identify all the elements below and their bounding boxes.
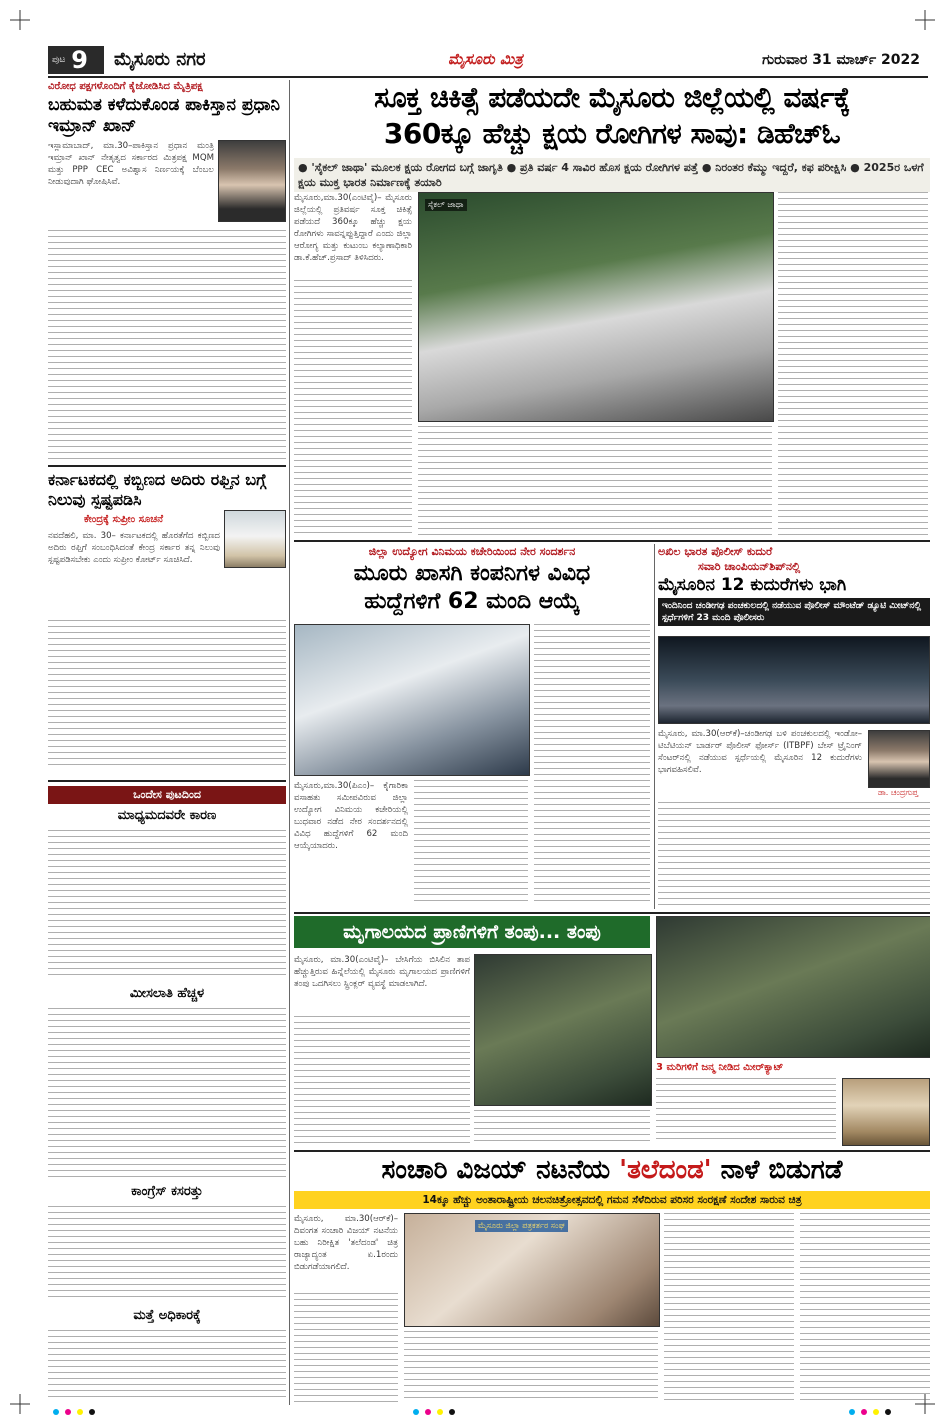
court-article [48, 470, 286, 780]
continued-column [48, 786, 286, 1401]
zoo-animals-photo [656, 916, 930, 1058]
zoo-story [294, 916, 930, 1148]
police-kicker-line2: ಸವಾರಿ ಚಾಂಪಿಯನ್‌ಶಿಪ್‌ನಲ್ಲಿ [698, 560, 801, 573]
jobs-headline-line1: ಮೂರು ಖಾಸಗಿ ಕಂಪನಿಗಳ ವಿವಿಧ [353, 561, 591, 586]
lead-headline-line1: ಸೂಕ್ತ ಚಿಕಿತ್ಸೆ ಪಡೆಯದೇ ಮೈಸೂರು ಜಿಲ್ಲೆಯಲ್ಲಿ ವರ್ಷಕ್ಕೆ [374, 81, 850, 114]
film-story [294, 1153, 930, 1405]
issue-date: ಗುರುವಾರ 31 ಮಾರ್ಚ್ 2022 [762, 52, 920, 68]
column-heading-media: ಮಾಧ್ಯಮದವರೇ ಕಾರಣ [117, 808, 217, 823]
zoo-headline: ಮೃಗಾಲಯದ ಪ್ರಾಣಿಗಳಿಗೆ ತಂಪು... ತಂಪು [294, 916, 650, 948]
police-body: ಮೈಸೂರು, ಮಾ.30(ಆರ್‌ಕೆ)–ಚಂಡೀಗಢ ಬಳಿ ಪಂಚಕುಲದಲ್ಲಿ ಇಂಡೋ–ಟಿಬೆಟಿಯನ್ ಬಾರ್ಡರ್ ಪೊಲೀಸ್ ಫೋರ್ಸ್ (ITBPF) ಬೇಸ್ ಟ್ರೈನಿಂಗ್ ಸೆಂಟರ್‌ನಲ್ಲಿ ನಡೆಯುವ ಸ್ಪರ್ಧೆಯಲ್ಲಿ ಮೈಸೂರಿನ 12 ಕುದುರೆಗಳು ಭಾಗವಹಿಸಲಿವೆ. [658, 729, 862, 775]
job-interview-photo [294, 624, 530, 776]
court-body-continued [48, 620, 286, 770]
lead-bullets: ● 'ಸೈಕಲ್ ಜಾಥಾ' ಮೂಲಕ ಕ್ಷಯ ರೋಗದ ಬಗ್ಗೆ ಜಾಗೃತಿ ● ಪ್ರತಿ ವರ್ಷ 4 ಸಾವಿರ ಹೊಸ ಕ್ಷಯ ರೋಗಿಗಳ ಪತ್ತೆ ● ನಿರಂತರ ಕೆಮ್ಮು ಇದ್ದರೆ, ಕಫ ಪರೀಕ್ಷಿಸಿ ● 2025ರ ಒಳಗೆ ಕ್ಷಯ ಮುಕ್ತ ಭಾರತ ನಿರ್ಮಾಣಕ್ಕೆ ತಯಾರಿ [294, 158, 930, 192]
pak-body: ಇಸ್ಲಾಮಾಬಾದ್, ಮಾ.30–ಪಾಕಿಸ್ತಾನ ಪ್ರಧಾನ ಮಂತ್ರಿ ಇಮ್ರಾನ್ ಖಾನ್ ನೇತೃತ್ವದ ಸರ್ಕಾರದ ಮಿತ್ರಪಕ್ಷ MQM ಮತ್ತು PPP CEC ಅವಿಶ್ವಾಸ ನಿರ್ಣಯಕ್ಕೆ ಬೆಂಬಲ ನೀಡುವುದಾಗಿ ಘೋಷಿಸಿವೆ. [48, 141, 214, 187]
cycle-rally-photo-label: ಸೈಕಲ್ ಜಾಥಾ [425, 199, 467, 211]
imran-khan-photo [218, 140, 286, 222]
page-number: 9 [71, 46, 88, 74]
film-headline [294, 1153, 930, 1187]
pak-article [48, 80, 286, 465]
meerkat-caption: 3 ಮರಿಗಳಿಗೆ ಜನ್ಮ ನೀಡಿದ ಮೀರ್‌ಕ್ಯಾಟ್ [656, 1062, 784, 1073]
masthead-logo: ಮೈಸೂರು ಮಿತ್ರ [448, 50, 523, 68]
lead-body: ಮೈಸೂರು,ಮಾ.30(ಎಂಟಿವೈ)– ಮೈಸೂರು ಜಿಲ್ಲೆಯಲ್ಲಿ ಪ್ರತಿವರ್ಷ ಸೂಕ್ತ ಚಿಕಿತ್ಸೆ ಪಡೆಯದೆ 360ಕ್ಕೂ ಹೆಚ್ಚು ಕ್ಷಯ ರೋಗಿಗಳು ಸಾವನ್ನಪ್ಪುತ್ತಿದ್ದಾರೆ ಎಂದು ಜಿಲ್ಲಾ ಆರೋಗ್ಯ ಮತ್ತು ಕುಟುಂಬ ಕಲ್ಯಾಣಾಧಿಕಾರಿ ಡಾ.ಕೆ.ಹೆಚ್.ಪ್ರಸಾದ್ ತಿಳಿಸಿದರು. [294, 193, 412, 263]
officer-portrait [868, 730, 930, 788]
cycle-rally-photo [418, 192, 774, 422]
police-story [658, 544, 930, 909]
film-headline-a: ಸಂಚಾರಿ ವಿಜಯ್ ನಟನೆಯ [381, 1155, 620, 1185]
jobs-story [294, 544, 650, 909]
film-press-meet-photo [404, 1213, 660, 1327]
lead-story [294, 80, 930, 540]
pak-headline: ಬಹುಮತ ಕಳೆದುಕೊಂಡ ಪಾಕಿಸ್ತಾನ ಪ್ರಧಾನಿ ಇಮ್ರಾನ್ ಖಾನ್ [48, 95, 280, 136]
jobs-headline-line2: ಹುದ್ದೆಗಳಿಗೆ 62 ಮಂದಿ ಆಯ್ಕೆ [364, 589, 580, 614]
jobs-body: ಮೈಸೂರು,ಮಾ.30(ಪಿಎಂ)– ಕೈಗಾರಿಕಾ ವಸಾಹತು ಸಮೀಪವಿರುವ ಜಿಲ್ಲಾ ಉದ್ಯೋಗ ವಿನಿಮಯ ಕಚೇರಿಯಲ್ಲಿ ಬುಧವಾರ ನಡೆದ ನೇರ ಸಂದರ್ಶನದಲ್ಲಿ ವಿವಿಧ ಹುದ್ದೆಗಳಿಗೆ 62 ಮಂದಿ ಆಯ್ಕೆಯಾದರು. [294, 781, 408, 851]
police-kicker-line1: ಅಖಿಲ ಭಾರತ ಪೊಲೀಸ್ ಕುದುರೆ [658, 545, 773, 558]
police-horses-photo [658, 636, 930, 724]
page-number-badge [48, 46, 104, 74]
film-headline-c: ನಾಳೆ ಬಿಡುಗಡೆ [711, 1155, 843, 1185]
supreme-court-photo [224, 510, 286, 568]
continued-band: ಒಂದೇಸ ಪುಟದಿಂದ [48, 786, 286, 804]
pak-body-continued [48, 230, 286, 460]
column-heading-congress: ಕಾಂಗ್ರೆಸ್ ಕಸರತ್ತು [131, 1184, 203, 1199]
zoo-sprinkler-photo [474, 954, 652, 1106]
court-headline: ಕರ್ನಾಟಕದಲ್ಲಿ ಕಬ್ಬಿಣದ ಅದಿರು ರಫ್ತಿನ ಬಗ್ಗೆ ನಿಲುವು ಸ್ಪಷ್ಟಪಡಿಸಿ [48, 470, 267, 509]
pak-kicker: ವಿರೋಧ ಪಕ್ಷಗಳೊಂದಿಗೆ ಕೈಜೋಡಿಸಿದ ಮೈತ್ರಿಪಕ್ಷ [48, 81, 203, 92]
jobs-kicker: ಜಿಲ್ಲಾ ಉದ್ಯೋಗ ವಿನಿಮಯ ಕಚೇರಿಯಿಂದ ನೇರ ಸಂದರ್ಶನ [368, 545, 576, 558]
court-body: ನವದೆಹಲಿ, ಮಾ. 30– ಕರ್ನಾಟಕದಲ್ಲಿ ಹೊರತೆಗೆದ ಕಬ್ಬಿಣದ ಅದಿರು ರಫ್ತಿಗೆ ಸಂಬಂಧಿಸಿದಂತೆ ಕೇಂದ್ರ ಸರ್ಕಾರ ತನ್ನ ನಿಲುವು ಸ್ಪಷ್ಟಪಡಿಸಬೇಕು ಎಂದು ಸುಪ್ರೀಂ ಕೋರ್ಟ್ ಸೂಚಿಸಿದೆ. [48, 531, 220, 565]
officer-caption: ಡಾ. ಚಂದ್ರಗುಪ್ತ [877, 788, 919, 797]
page-header [48, 46, 928, 78]
column-heading-power: ಮತ್ತೆ ಅಧಿಕಾರಕ್ಕೆ [133, 1308, 201, 1323]
column-heading-reservation: ಮೀಸಲಾತಿ ಹೆಚ್ಚಳ [129, 986, 205, 1001]
film-title: 'ತಲೆದಂಡ' [619, 1155, 712, 1185]
zoo-body: ಮೈಸೂರು, ಮಾ.30(ಎಂಟಿವೈ)– ಬೇಸಿಗೆಯ ಬಿಸಿಲಿನ ತಾಪ ಹೆಚ್ಚುತ್ತಿರುವ ಹಿನ್ನೆಲೆಯಲ್ಲಿ ಮೈಸೂರು ಮೃಗಾಲಯದ ಪ್ರಾಣಿಗಳಿಗೆ ತಂಪು ಒದಗಿಸಲು ಸ್ಪ್ರಿಂಕ್ಲರ್ ವ್ಯವಸ್ಥೆ ಮಾಡಲಾಗಿದೆ. [294, 955, 470, 989]
court-subhead: ಕೇಂದ್ರಕ್ಕೆ ಸುಪ್ರೀಂ ಸೂಚನೆ [84, 514, 164, 525]
film-subhead: 14ಕ್ಕೂ ಹೆಚ್ಚು ಅಂತಾರಾಷ್ಟ್ರೀಯ ಚಲನಚಿತ್ರೋತ್ಸವದಲ್ಲಿ ಗಮನ ಸೆಳೆದಿರುವ ಪರಿಸರ ಸಂರಕ್ಷಣೆ ಸಂದೇಶ ಸಾರುವ ಚಿತ್ರ [294, 1191, 930, 1209]
page-prefix: ಪುಟ [52, 55, 66, 65]
section-title: ಮೈಸೂರು ನಗರ [114, 49, 206, 70]
meerkat-photo [842, 1078, 930, 1146]
lead-headline-line2: 360ಕ್ಕೂ ಹೆಚ್ಚು ಕ್ಷಯ ರೋಗಿಗಳ ಸಾವು: ಡಿಹೆಚ್‌ಓ [383, 117, 841, 150]
film-body: ಮೈಸೂರು, ಮಾ.30(ಆರ್‌ಕೆ)– ದಿವಂಗತ ಸಂಚಾರಿ ವಿಜಯ್ ನಟನೆಯ ಬಹು ನಿರೀಕ್ಷಿತ 'ತಲೆದಂಡ' ಚಿತ್ರ ರಾಜ್ಯಾದ್ಯಂತ ಏ.1ರಂದು ಬಿಡುಗಡೆಯಾಗಲಿದೆ. [294, 1214, 398, 1272]
left-column [48, 80, 286, 1405]
banner-text: ಮೈಸೂರು ಜಿಲ್ಲಾ ಪತ್ರಕರ್ತರ ಸಂಘ [475, 1220, 568, 1232]
police-headline: ಮೈಸೂರಿನ 12 ಕುದುರೆಗಳು ಭಾಗಿ [658, 575, 847, 595]
police-subhead: ಇಂದಿನಿಂದ ಚಂಡೀಗಢ ಪಂಚಕುಲದಲ್ಲಿ ನಡೆಯುವ ಪೊಲೀಸ್ ಮೌಂಟೆಡ್ ಡ್ಯೂಟಿ ಮೀಟ್‌ನಲ್ಲಿ ಸ್ಪರ್ಧೆಗಳಿಗೆ 23 ಮಂದಿ ಪೊಲೀಸರು [658, 598, 930, 626]
